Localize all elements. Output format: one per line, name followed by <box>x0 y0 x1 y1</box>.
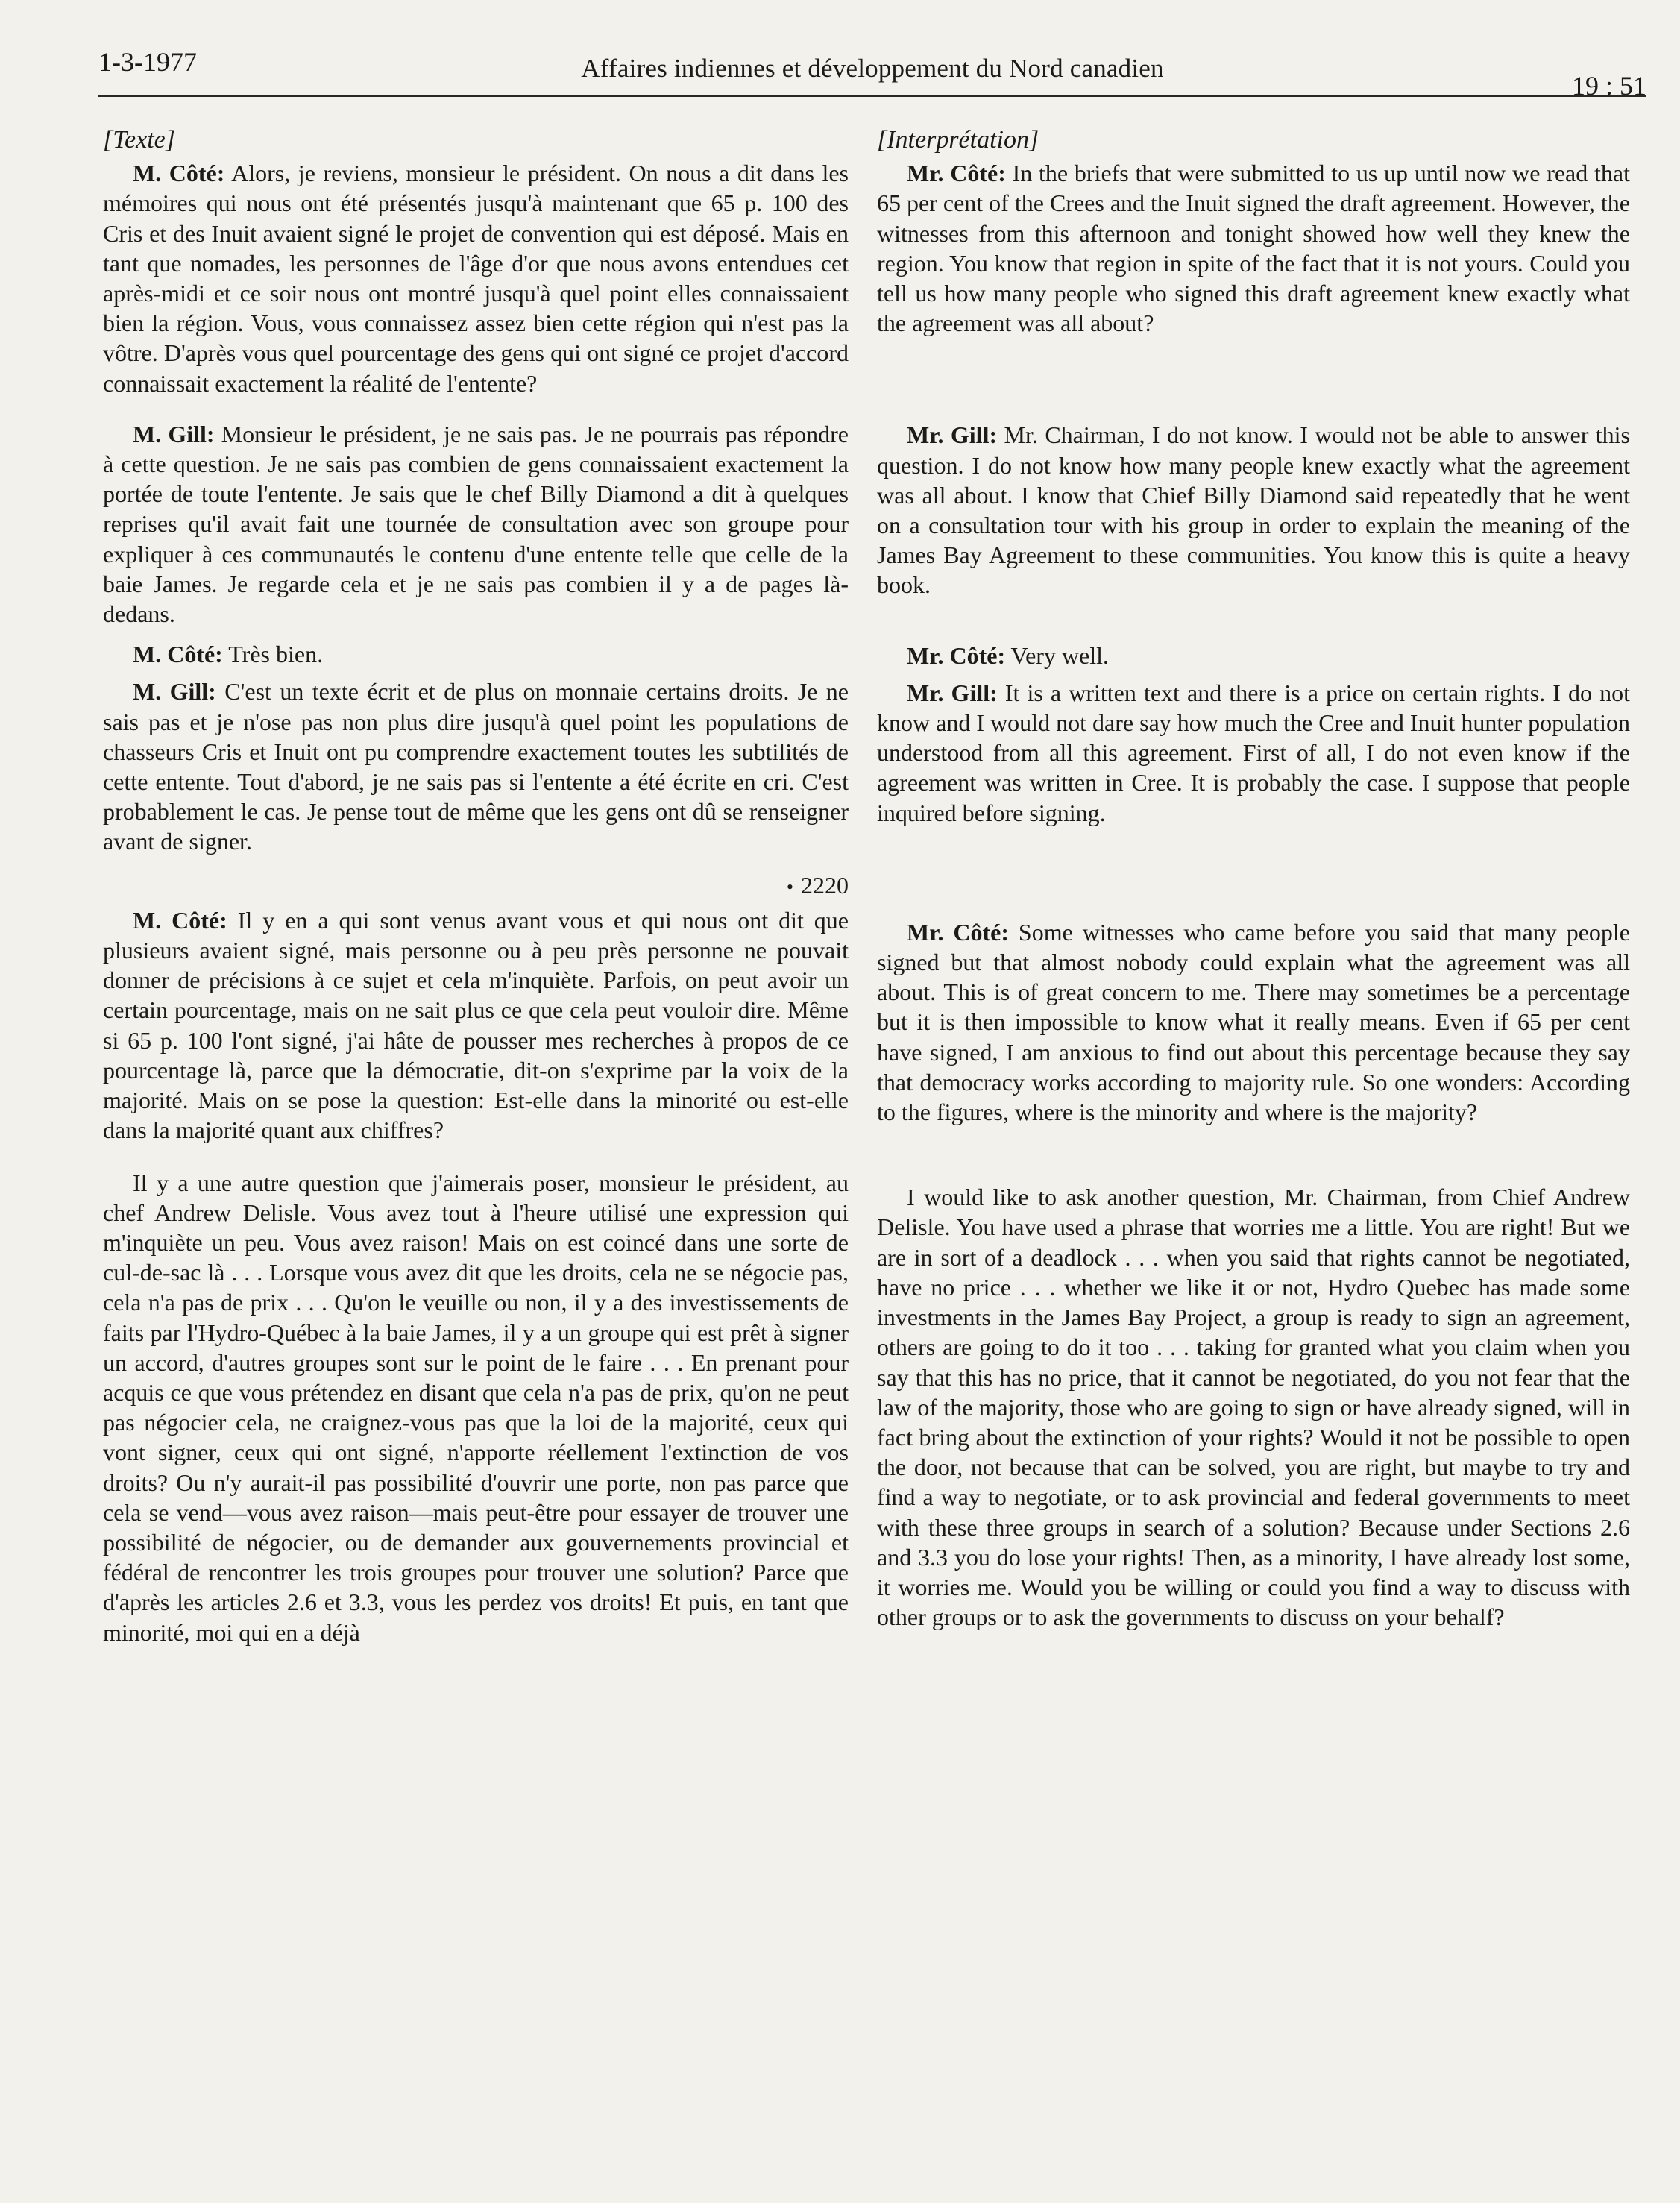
header-page-number: 19 : 51 <box>1571 71 1646 101</box>
speech-text: C'est un texte écrit et de plus on monnaie certains droits. Je ne sais pas et je n'ose pas non plus dire jusqu'à quel point les populations de chasseurs Cris et Inuit ont pu comprendre exactement toutes les subtilités de cette entente. Tout d'abord, je ne sais pas si l'entente a été écrite en cri. C'est probablement le cas. Je pense tout de même que les gens ont dû se renseigner avant de signer. <box>103 678 849 855</box>
page-header <box>98 43 1646 101</box>
speaker-label: M. Côté: <box>133 641 223 668</box>
speech-text: Alors, je reviens, monsieur le président. On nous a dit dans les mémoires qui nous ont été présentés jusqu'à maintenant que 65 p. 100 des Cris et des Inuit avaient signé le projet de convention qui est déposé. Mais en tant que nomades, les personnes de l'âge d'or que nous avons entendues cet après-midi et ce soir nous ont montré jusqu'à quel point elles connaissaient bien la région. Vous, vous connaissez assez bien cette région qui n'est pas la vôtre. D'après vous quel pourcentage des gens qui ont signé ce projet d'accord connaissait exactement la réalité de l'entente? <box>103 160 849 397</box>
paragraph <box>877 678 1630 828</box>
paragraph <box>877 420 1630 600</box>
speaker-label: Mr. Côté: <box>907 641 1006 669</box>
bullet-icon: • <box>786 876 793 898</box>
paragraph: I would like to ask another question, Mr. Chairman, from Chief Andrew Delisle. You have used a phrase that worries me a little. You are right! But we are in sort of a deadlock . . . when you said that rights cannot be negotiated, have no price . . . whether we like it or not, Hydro Quebec has made some investments in the James Bay Project, a group is ready to sign an agreement, others are going to do it too . . . taking for granted what you claim when you say that this has no price, that it cannot be negotiated, do you not fear that the law of the majority, those who are going to sign or have already signed, will in fact bring about the extinction of your rights? Would it not be possible to open the door, not because that can be solved, you are right, but maybe to try and find a way to negotiate, or to ask provincial and federal governments to meet with these three groups in search of a solution? Because under Sections 2.6 and 3.3 you do lose your rights! Then, as a minority, I have already lost some, it worries me. Would you be willing or could you find a way to discuss with other groups or to ask the governments to discuss on your behalf? <box>877 1184 1630 1631</box>
header-title: Affaires indiennes et développement du Nord canadien <box>581 54 1164 83</box>
speaker-label: M. Gill: <box>133 420 215 447</box>
paragraph <box>877 158 1630 338</box>
paragraph <box>877 641 1630 670</box>
section-marker-interpretation: [Interprétation] <box>877 126 1039 154</box>
timecode <box>103 870 849 902</box>
speech-text: In the briefs that were submitted to us up until now we read that 65 per cent of the Crees and the Inuit signed the draft agreement. However, the witnesses from this afternoon and tonight showed how well they knew the region. You know that region in spite of the fact that it is not yours. Could you tell us how many people who signed this draft agreement knew exactly what the agreement was all about? <box>877 160 1631 337</box>
paragraph <box>103 419 849 629</box>
speech-text: Some witnesses who came before you said that many people signed but that almost nobody could explain what the agreement was all about. This is of great concern to me. There may sometimes be a percentage but it is then impossible to know what it really means. Even if 65 per cent have signed, I am anxious to find out about this percentage because they say that democracy works according to majority rule. So one wonders: According to the figures, where is the minority and where is the majority? <box>877 918 1631 1126</box>
speaker-label: Mr. Côté: <box>907 918 1010 946</box>
header-date: 1-3-1977 <box>98 47 197 77</box>
paragraph <box>103 639 849 669</box>
timecode-value: 2220 <box>801 871 849 899</box>
paragraph <box>103 905 849 1146</box>
paragraph: Il y a une autre question que j'aimerais poser, monsieur le président, au chef Andrew Delisle. Vous avez tout à l'heure utilisé une expression qui m'inquiète un peu. Vous avez raison! Mais on est coincé dans une sorte de cul-de-sac là . . . Lorsque vous avez dit que les droits, cela ne se négocie pas, cela n'a pas de prix . . . Qu'on le veuille ou non, il y a des investissements de faits par l'Hydro-Québec à la baie James, il y a un groupe qui est prêt à signer un accord, d'autres groupes sont sur le point de le faire . . . En prenant pour acquis ce que vous prétendez en disant que cela n'a pas de prix, qu'on ne peut pas négocier cela, ne craignez-vous pas que la loi de la majorité, ceux qui vont signer, ceux qui ont signé, n'apporte réellement l'extinction de vos droits? Ou n'y aurait-il pas possibilité d'ouvrir une porte, non pas parce que cela se vend—vous avez raison—mais peut-être pour essayer de trouver une possibilité de négocier, ou de demander aux gouvernements provincial et fédéral de rencontrer les trois groupes pour trouver une solution? Parce que d'après les articles 2.6 et 3.3, vous les perdez vos droits! Et puis, en tant que minorité, moi qui en a déjà <box>103 1169 849 1646</box>
paragraph <box>877 917 1630 1127</box>
english-column <box>877 125 1630 2184</box>
speaker-label: Mr. Gill: <box>907 679 998 706</box>
speech-text: Monsieur le président, je ne sais pas. Je ne pourrais pas répondre à cette question. Je ne sais pas combien de gens connaissaient exactement la portée de toute l'entente. Je sais que le chef Billy Diamond a dit à quelques reprises qu'il avait fait une tournée de consultation avec son groupe pour expliquer à ces communautés le contenu d'une entente telle que celle de la baie James. Je regarde cela et je ne sais pas combien il y a de pages là-dedans. <box>103 420 849 628</box>
speech-text: Very well. <box>1005 641 1110 669</box>
speaker-label: M. Côté: <box>133 906 227 934</box>
french-column <box>103 125 849 2184</box>
speech-text: Très bien. <box>222 641 324 668</box>
speaker-label: M. Côté: <box>133 160 225 187</box>
speech-text: It is a written text and there is a price on certain rights. I do not know and I would not dare say how much the Cree and Inuit hunter population understood from all this agreement. First of all, I do not even know if the agreement was written in Cree. It is probably the case. I suppose that people inquired before signing. <box>877 679 1631 826</box>
section-marker-text: [Texte] <box>103 126 175 154</box>
paragraph <box>103 158 849 398</box>
speaker-label: M. Gill: <box>133 678 216 705</box>
paragraph <box>103 676 849 856</box>
speech-text: Mr. Chairman, I do not know. I would not be able to answer this question. I do not know how many people knew exactly what the agreement was all about. I know that Chief Billy Diamond said repeatedly that he went on a consultation tour with his group in order to explain the meaning of the James Bay Agreement to these communities. You know this is quite a heavy book. <box>877 421 1631 599</box>
speaker-label: Mr. Côté: <box>907 160 1006 187</box>
speaker-label: Mr. Gill: <box>907 421 998 449</box>
speech-text: Il y en a qui sont venus avant vous et qui nous ont dit que plusieurs avaient signé, mais personne ou à peu près personne ne pouvait donner de précisions à ce sujet et cela m'inquiète. Parfois, on peut avoir un certain pourcentage, mais on ne sait plus ce que cela peut vouloir dire. Même si 65 p. 100 l'ont signé, j'ai hâte de pousser mes recherches à propos de ce pourcentage là, parce que la démocratie, dit-on s'exprime par la voix de la majorité. Mais on se pose la question: Est-elle dans la minorité ou est-elle dans la majorité quant aux chiffres? <box>103 906 849 1144</box>
